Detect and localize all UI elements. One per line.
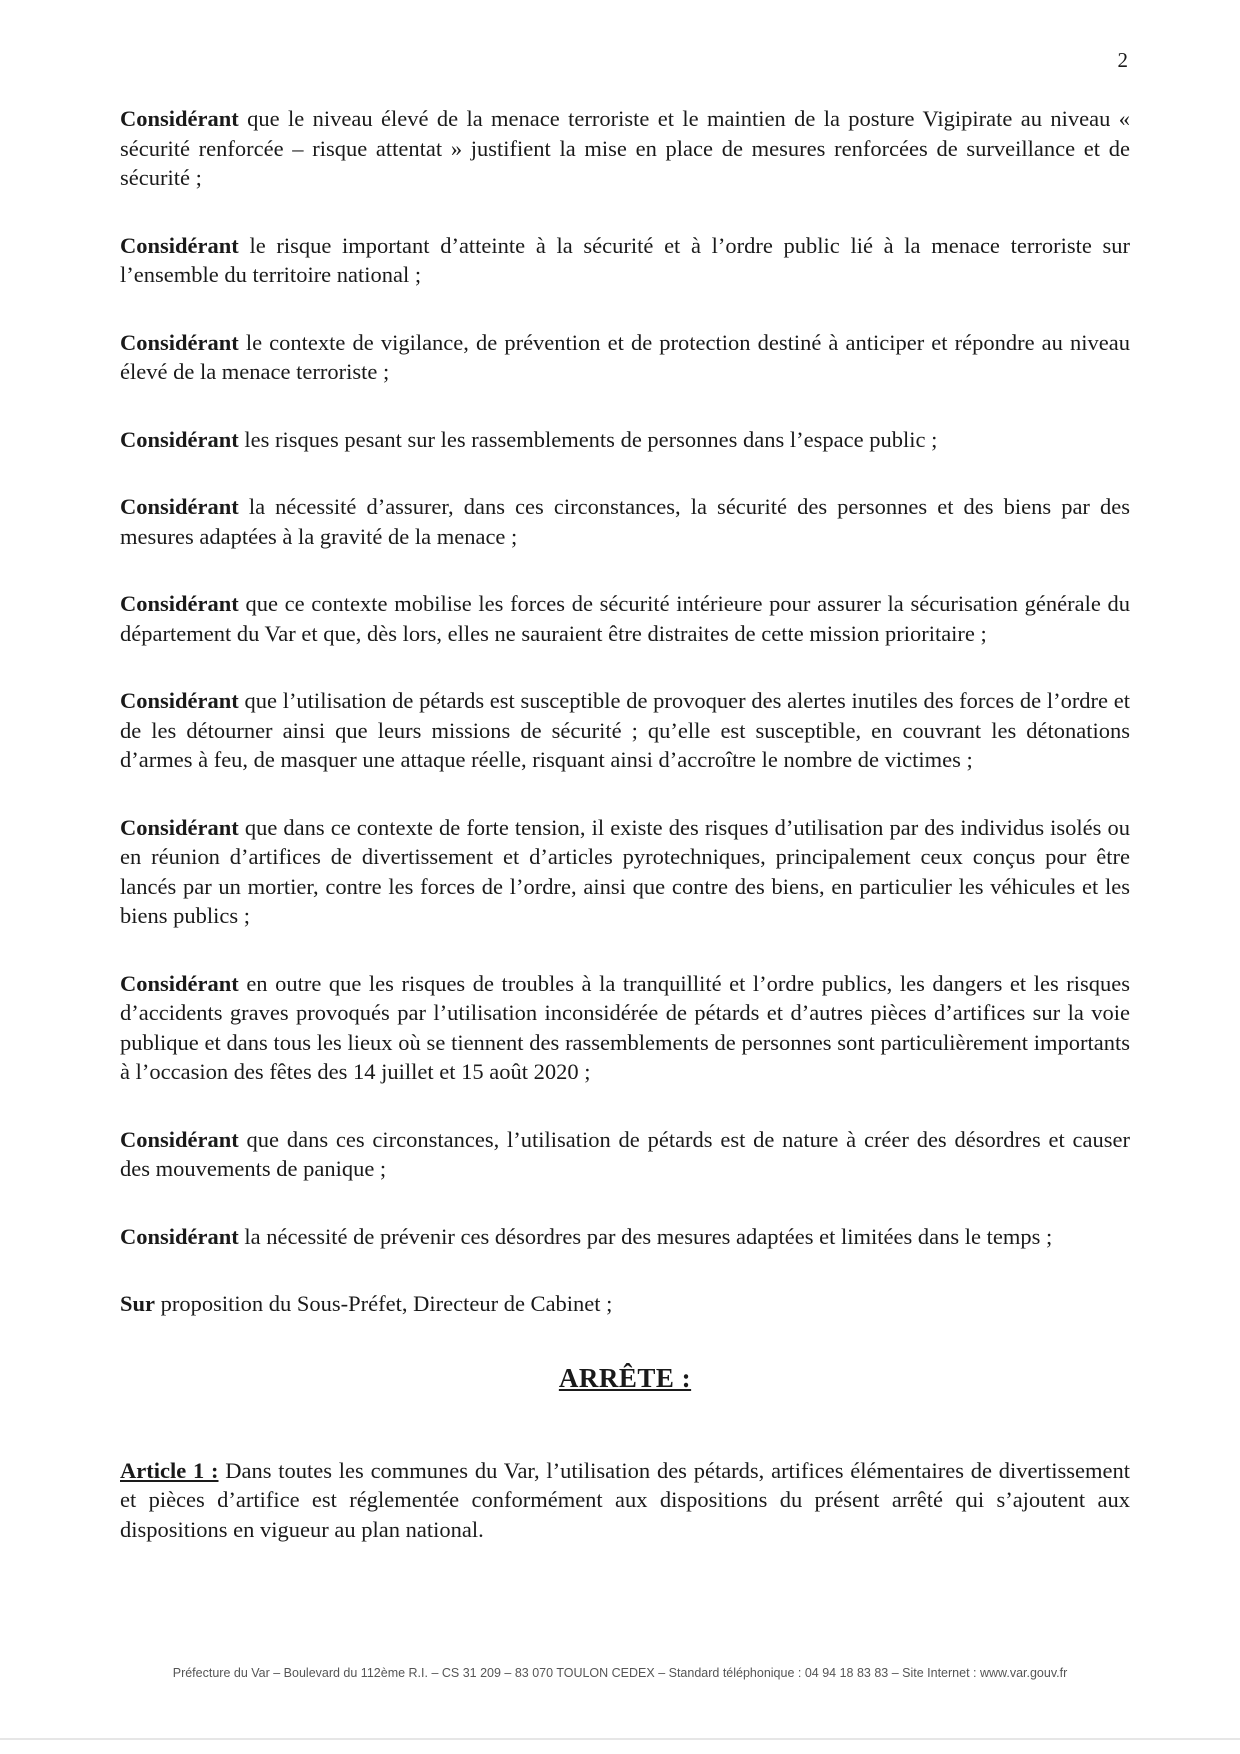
paragraph-text: que ce contexte mobilise les forces de sécurité intérieure pour assurer la sécurisation générale du département du Var et que, dès lors, elles ne sauraient être distraites de cette mission prioritaire ;	[120, 591, 1130, 646]
considerant-paragraph	[120, 969, 1130, 1087]
considerant-paragraph	[120, 1222, 1130, 1252]
paragraph-lead: Considérant	[120, 232, 239, 258]
paragraph-lead: Considérant	[120, 970, 239, 996]
paragraph-lead: Considérant	[120, 329, 239, 355]
paragraph-lead: Considérant	[120, 1126, 239, 1152]
paragraph-text: le contexte de vigilance, de prévention et de protection destiné à anticiper et répondre au niveau élevé de la menace terroriste ;	[120, 329, 1130, 384]
considerant-paragraph	[120, 686, 1130, 775]
document-body	[120, 104, 1130, 1582]
paragraph-lead: Considérant	[120, 1223, 239, 1249]
considerant-paragraph	[120, 425, 1130, 455]
paragraph-text: que l’utilisation de pétards est susceptible de provoquer des alertes inutiles des forces de l’ordre et de les détourner ainsi que leurs missions de sécurité ; qu’elle est susceptible, en couvrant les détonations d’armes à feu, de masquer une attaque réelle, risquant ainsi d’accroître le nombre de victimes ;	[120, 688, 1130, 772]
paragraph-text: les risques pesant sur les rassemblements de personnes dans l’espace public ;	[238, 426, 938, 452]
paragraph-lead: Considérant	[120, 814, 239, 840]
paragraph-text: la nécessité d’assurer, dans ces circonstances, la sécurité des personnes et des biens par des mesures adaptées à la gravité de la menace ;	[120, 494, 1130, 549]
considerant-paragraph	[120, 104, 1130, 193]
considerant-paragraph	[120, 328, 1130, 387]
paragraph-text: que le niveau élevé de la menace terroriste et le maintien de la posture Vigipirate au niveau « sécurité renforcée – risque attentat » justifient la mise en place de mesures renforcées de surveillance et de sécurité ;	[120, 106, 1130, 190]
article-text: Dans toutes les communes du Var, l’utilisation des pétards, artifices élémentaires de divertissement et pièces d’artifice est réglementée conformément aux dispositions du présent arrêté qui s’ajoutent aux dispositions en vigueur au plan national.	[120, 1457, 1130, 1542]
decree-title: ARRÊTE :	[558, 1362, 692, 1393]
paragraph-lead: Considérant	[120, 591, 239, 616]
article-lead: Article 1 :	[120, 1457, 219, 1483]
paragraph-text: que dans ces circonstances, l’utilisation de pétards est de nature à créer des désordres et causer des mouvements de panique ;	[120, 1126, 1130, 1181]
paragraph-text: le risque important d’atteinte à la sécurité et à l’ordre public lié à la menace terroriste sur l’ensemble du territoire national ;	[120, 232, 1130, 287]
considerant-paragraph	[120, 589, 1130, 648]
article-1-paragraph	[120, 1456, 1130, 1545]
paragraph-text: que dans ce contexte de forte tension, il existe des risques d’utilisation par des individus isolés ou en réunion d’artifices de divertissement et d’articles pyrotechniques, principalement ceux conçus pour être lancés par un mortier, contre les forces de l’ordre, ainsi que contre des biens, en particulier les véhicules et les biens publics ;	[120, 814, 1130, 928]
paragraph-lead: Considérant	[120, 688, 239, 713]
considerant-paragraph	[120, 1125, 1130, 1184]
paragraph-lead: Considérant	[120, 494, 239, 519]
page-number: 2	[1117, 48, 1128, 72]
paragraph-lead: Considérant	[120, 106, 239, 131]
paragraph-lead: Considérant	[120, 426, 239, 452]
paragraph-text: la nécessité de prévenir ces désordres par des mesures adaptées et limitées dans le temps ;	[238, 1223, 1053, 1249]
considerant-paragraph	[120, 231, 1130, 290]
decree-title-wrap	[120, 1363, 1130, 1394]
scan-edge-divider	[0, 1738, 1240, 1740]
paragraph-text: en outre que les risques de troubles à la tranquillité et l’ordre publics, les dangers et les risques d’accidents graves provoqués par l’utilisation inconsidérée de pétards et d’autres pièces d’artifices sur la voie publique et dans tous les lieux où se tiennent des rassemblements de personnes sont particulièrement importants à l’occasion des fêtes des 14 juillet et 15 août 2020 ;	[120, 970, 1130, 1084]
proposition-paragraph	[120, 1289, 1130, 1319]
prefecture-footer: Préfecture du Var – Boulevard du 112ème R.I. – CS 31 209 – 83 070 TOULON CEDEX – Standard téléphonique : 04 94 18 83 83 – Site Internet : www.var.gouv.fr	[172, 1666, 1068, 1680]
paragraph-lead: Sur	[120, 1291, 156, 1316]
paragraph-text: proposition du Sous-Préfet, Directeur de Cabinet ;	[155, 1291, 613, 1316]
considerant-paragraph	[120, 813, 1130, 931]
considerant-paragraph	[120, 492, 1130, 551]
